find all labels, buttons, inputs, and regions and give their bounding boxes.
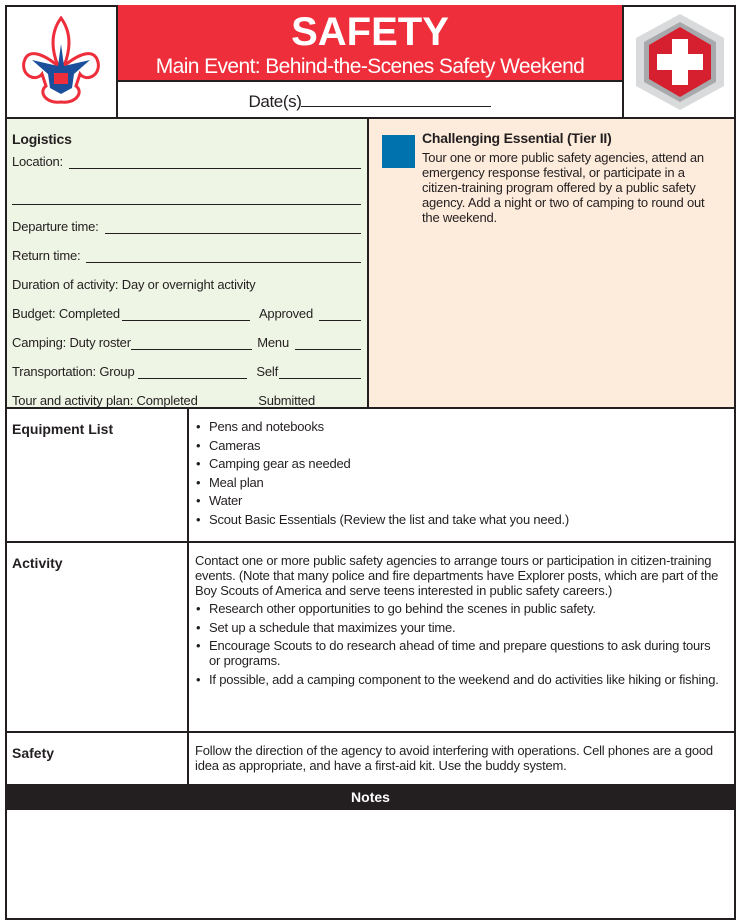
duration-label: Duration of activity: Day or overnight activity <box>12 277 256 292</box>
list-item: • Cameras <box>195 438 724 453</box>
list-item: • Water <box>195 493 724 508</box>
essential-text: Tour one or more public safety agencies, attend an emergency response festival, or participate in a citizen-training program offered by a public safety agency. Add a night or two of camping to round out the weekend. <box>422 150 705 225</box>
list-item: • Research other opportunities to go behind the scenes in public safety. <box>195 601 724 616</box>
date-field[interactable] <box>116 82 624 118</box>
notes-header: Notes <box>5 784 736 810</box>
transportation-row[interactable] <box>12 350 361 379</box>
approved-label: Approved <box>258 306 313 321</box>
departure-field[interactable] <box>12 205 361 234</box>
logistics-panel <box>5 117 369 407</box>
camping-row[interactable] <box>12 321 361 350</box>
location-field[interactable] <box>12 151 361 169</box>
departure-label: Departure time: <box>12 219 99 234</box>
list-item: • Scout Basic Essentials (Review the list and take what you need.) <box>195 512 724 527</box>
budget-label: Budget: Completed <box>12 306 120 321</box>
bsa-logo <box>18 16 104 106</box>
submitted-label: Submitted <box>258 393 315 408</box>
challenging-essential-panel <box>369 117 736 407</box>
safety-section <box>5 731 736 784</box>
list-item: • Camping gear as needed <box>195 456 724 471</box>
list-item: • Meal plan <box>195 475 724 490</box>
equipment-section <box>5 407 736 541</box>
list-item: • Set up a schedule that maximizes your time. <box>195 620 724 635</box>
return-field[interactable] <box>12 234 361 263</box>
red-cross-hexagon-badge-icon <box>632 12 728 112</box>
tier-color-square <box>382 135 415 168</box>
return-label: Return time: <box>12 248 81 263</box>
list-item: • Pens and notebooks <box>195 419 724 434</box>
budget-row[interactable] <box>12 292 361 321</box>
logistics-heading: Logistics <box>12 131 72 147</box>
transportation-label: Transportation: Group <box>12 364 135 379</box>
list-item: • Encourage Scouts to do research ahead of time and prepare questions to ask during tours or programs. <box>195 638 724 668</box>
safety-text: Follow the direction of the agency to avoid interfering with operations. Cell phones are a good idea as appropriate, and have a first-aid kit. Use the buddy system. <box>195 743 713 773</box>
page-title: SAFETY <box>291 10 449 54</box>
activity-label: Activity <box>7 543 189 731</box>
equipment-label: Equipment List <box>7 409 189 541</box>
activity-intro: Contact one or more public safety agencies to arrange tours or participation in citizen-training events. (Note that many police and fire departments have Explorer posts, which are part of the Boy Scouts of America and serve teens interested in public safety careers.) <box>195 553 719 598</box>
essential-heading: Challenging Essential (Tier II) <box>422 130 612 146</box>
location-field-line2[interactable] <box>12 169 361 205</box>
tour-label: Tour and activity plan: Completed <box>12 393 198 408</box>
menu-label: Menu <box>257 335 289 350</box>
duration-text <box>12 263 361 292</box>
notes-area[interactable] <box>5 810 736 920</box>
location-label: Location: <box>12 154 63 169</box>
self-label: Self <box>256 364 278 379</box>
safety-label: Safety <box>7 733 189 784</box>
page-subtitle: Main Event: Behind-the-Scenes Safety Weekend <box>155 55 585 78</box>
tour-plan-row[interactable] <box>12 379 361 408</box>
title-banner <box>116 5 624 82</box>
date-label: Date(s) <box>248 92 302 111</box>
camping-label: Camping: Duty roster <box>12 335 131 350</box>
activity-section <box>5 541 736 731</box>
list-item: • If possible, add a camping component to the weekend and do activities like hiking or fishing. <box>195 672 724 687</box>
